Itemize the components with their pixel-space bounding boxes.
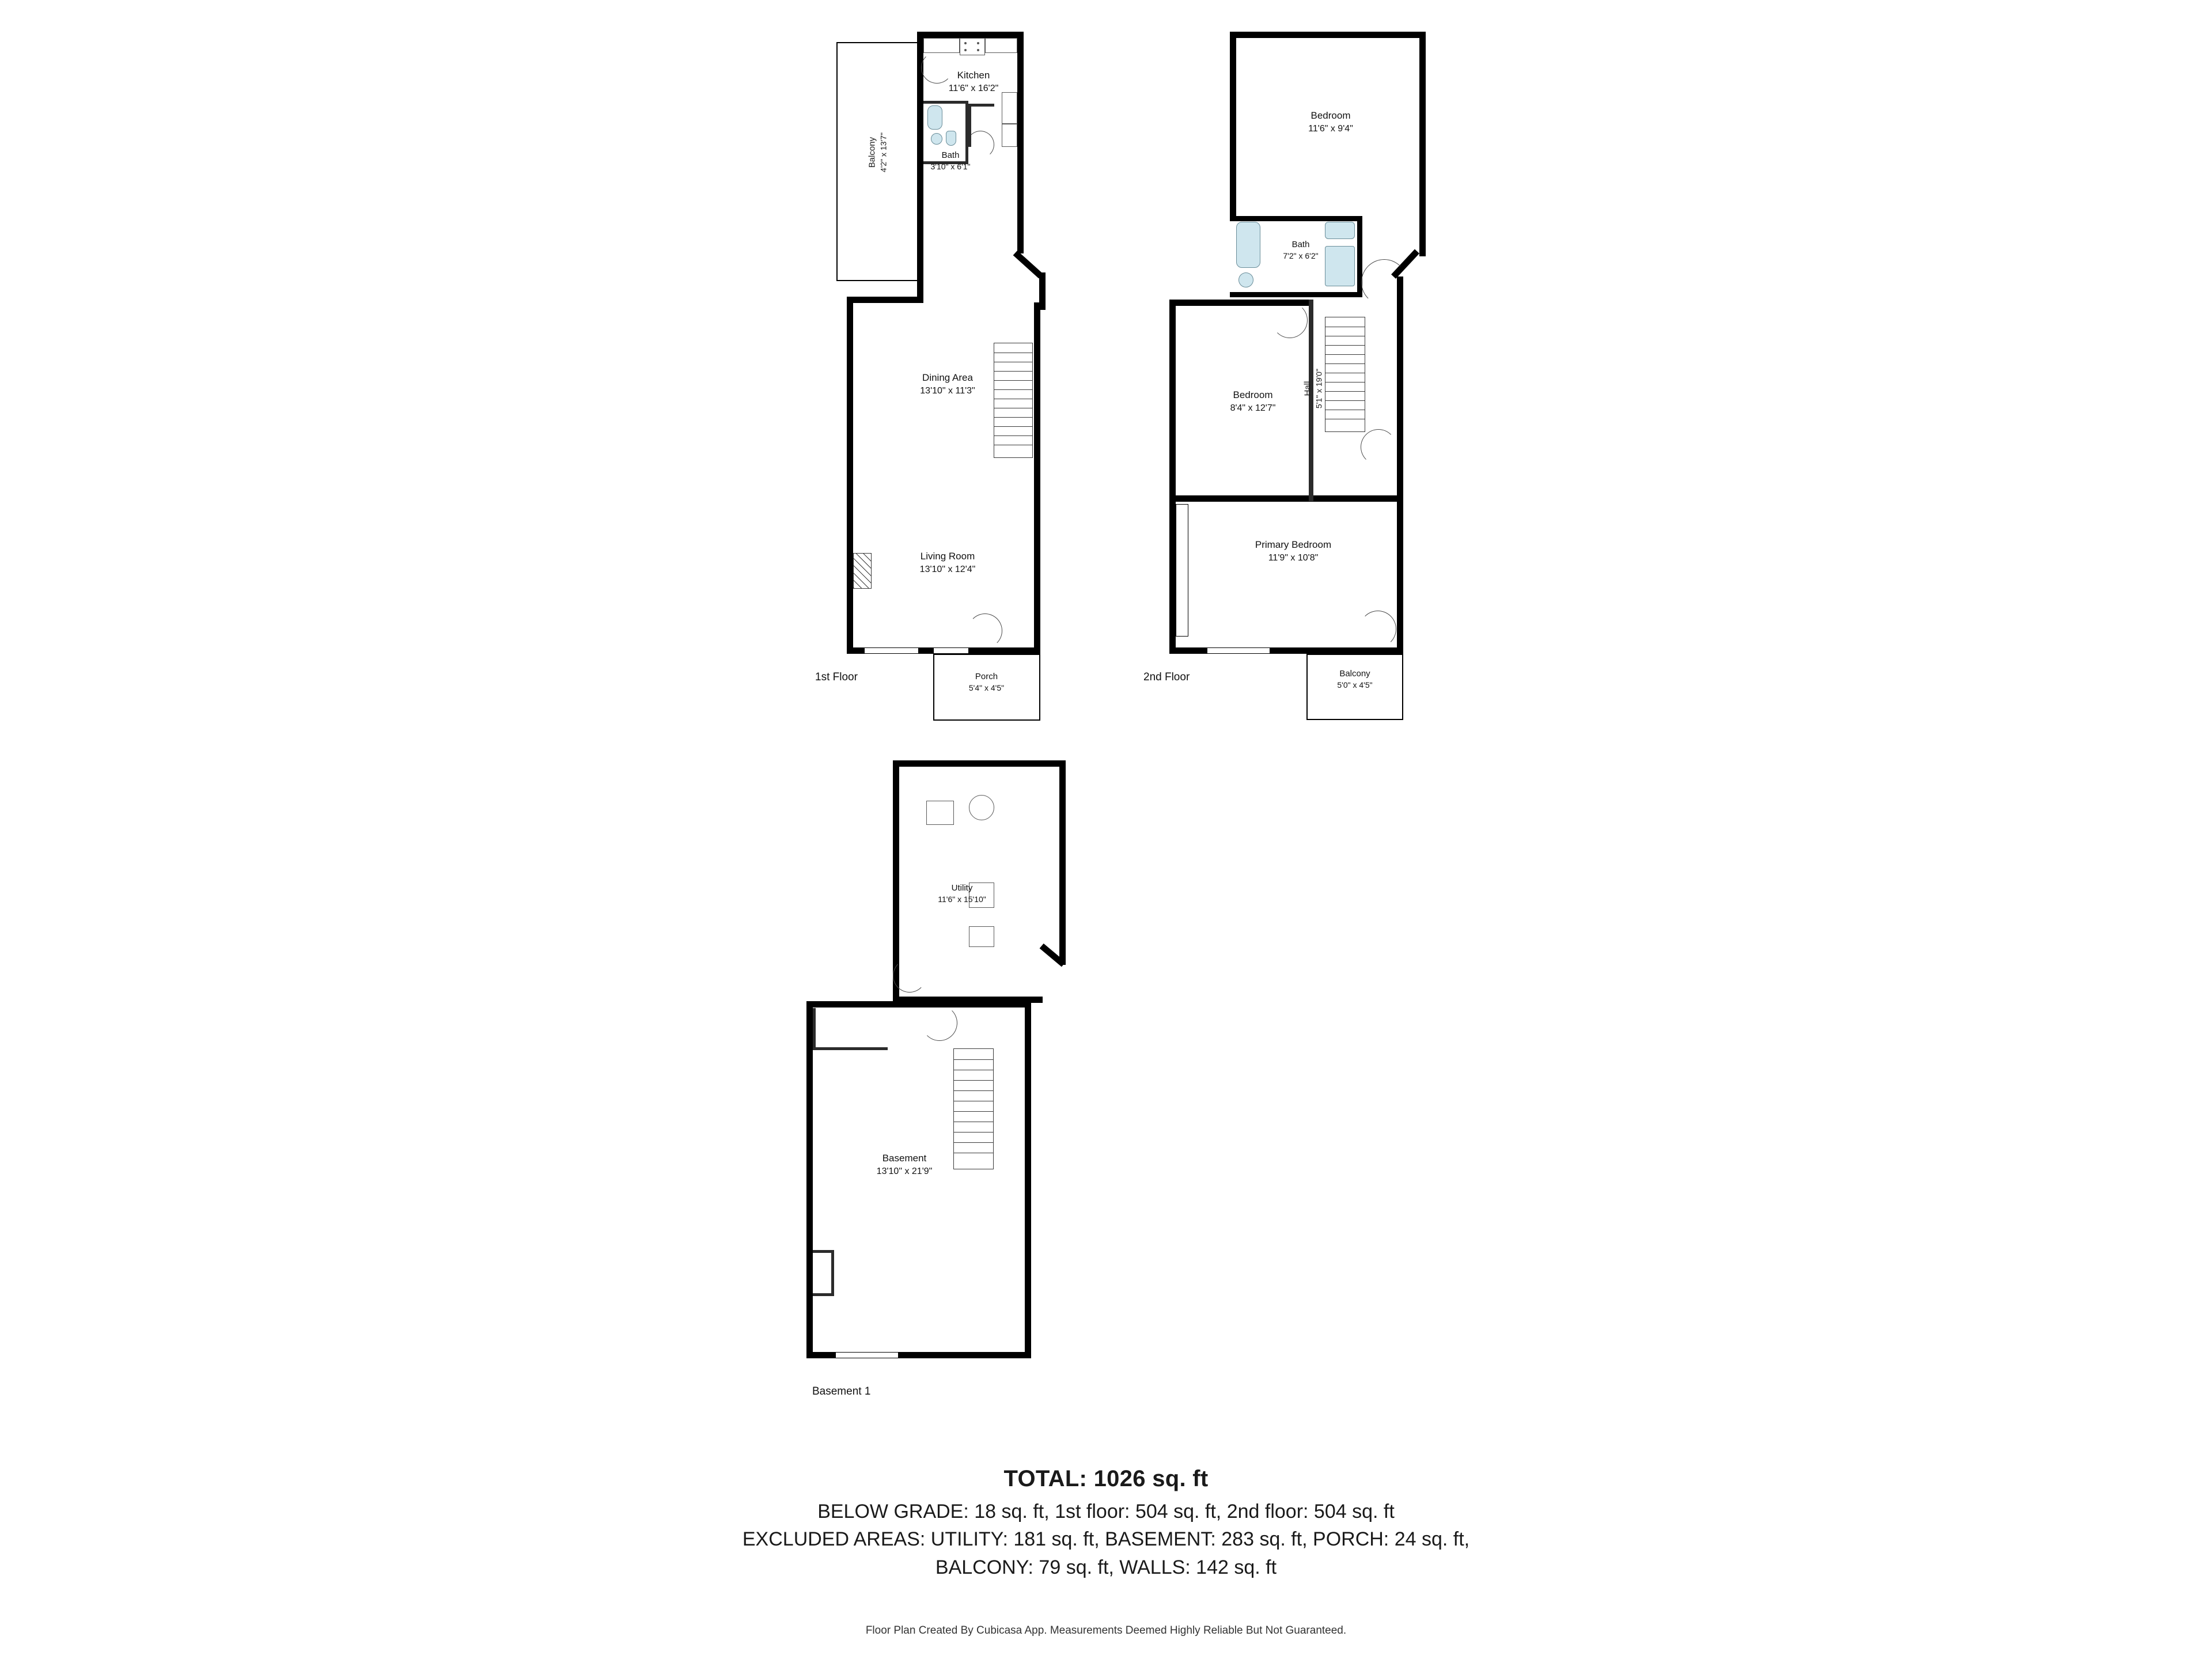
- staircase: [994, 343, 1033, 458]
- wall-segment: [1397, 300, 1403, 501]
- wall-segment: [1230, 32, 1426, 38]
- water-heater-icon: [926, 801, 954, 825]
- room-label-bath-2nd: Bath 7'2" x 6'2": [1283, 240, 1319, 261]
- door-swing-icon: [968, 613, 1002, 648]
- wall-segment: [917, 297, 923, 303]
- closet-shelf: [1176, 504, 1188, 637]
- floor-plan-basement: [806, 760, 1077, 1406]
- staircase: [1325, 317, 1365, 432]
- door-swing-icon: [1361, 259, 1407, 305]
- floor-plan-2nd-floor: [1143, 32, 1423, 700]
- footnote-credit: Floor Plan Created By Cubicasa App. Measurements Deemed Highly Reliable But Not Guaranteed.: [865, 1624, 1347, 1637]
- floor-caption-2nd: 2nd Floor: [1143, 671, 1190, 683]
- dryer-icon: [969, 926, 994, 947]
- room-label-living-room: Living Room 13'10" x 12'4": [919, 551, 976, 574]
- door-swing-icon: [922, 1005, 957, 1041]
- room-label-balcony: Balcony 4'2" x 13'7": [867, 132, 888, 173]
- floor-plan-1st-floor: [815, 32, 1089, 700]
- wall-segment: [1169, 495, 1176, 654]
- door-swing-icon: [967, 131, 994, 158]
- wall-segment: [1230, 292, 1362, 297]
- refrigerator-icon: [1002, 92, 1017, 124]
- summary-line-below-grade: BELOW GRADE: 18 sq. ft, 1st floor: 504 sq. ft, 2nd floor: 504 sq. ft: [817, 1501, 1395, 1522]
- staircase: [953, 1048, 994, 1169]
- door-swing-icon: [893, 959, 926, 993]
- fireplace-icon: [853, 553, 872, 589]
- wall-segment: [1013, 251, 1043, 278]
- kitchen-counter: [985, 38, 1017, 53]
- wall-segment: [806, 1001, 1031, 1007]
- room-label-balcony-2nd: Balcony 5'0" x 4'5": [1337, 669, 1373, 690]
- wall-segment: [1419, 32, 1426, 256]
- bathtub-icon: [927, 105, 942, 130]
- wall-segment: [1230, 216, 1362, 221]
- toilet-icon: [1325, 222, 1355, 239]
- wall-segment: [1397, 495, 1403, 654]
- wall-segment: [968, 104, 994, 107]
- wall-segment: [1017, 32, 1024, 253]
- burner-icon: [977, 49, 979, 51]
- room-label-bedroom-top: Bedroom 11'6" x 9'4": [1308, 110, 1353, 134]
- room-label-primary-bedroom: Primary Bedroom 11'9" x 10'8": [1255, 539, 1332, 563]
- wall-segment: [893, 760, 1066, 767]
- door-swing-icon: [1272, 302, 1308, 338]
- wall-segment: [1025, 1005, 1031, 1358]
- summary-line-balcony-walls: BALCONY: 79 sq. ft, WALLS: 142 sq. ft: [935, 1556, 1277, 1578]
- window: [864, 647, 919, 654]
- wall-segment: [1230, 32, 1236, 216]
- door-swing-icon: [1361, 429, 1396, 465]
- wall-segment: [1169, 647, 1403, 654]
- wall-segment: [813, 1047, 888, 1050]
- toilet-icon: [946, 131, 956, 146]
- total-area-label: TOTAL: 1026 sq. ft: [1003, 1466, 1209, 1491]
- room-label-hall: Hall 5'1" x 19'0": [1302, 369, 1324, 409]
- room-label-utility: Utility 11'6" x 15'10": [938, 883, 986, 904]
- room-label-bedroom-middle: Bedroom 8'4" x 12'7": [1230, 389, 1276, 413]
- sink-icon: [1238, 272, 1253, 287]
- wall-segment: [917, 32, 1024, 38]
- wall-segment: [813, 1008, 816, 1048]
- room-label-bath-1st: Bath 3'10" x 6'1": [930, 150, 971, 172]
- burner-icon: [964, 49, 967, 51]
- wall-segment: [831, 1250, 834, 1296]
- kitchen-counter: [923, 38, 960, 53]
- wall-segment: [1059, 760, 1066, 965]
- furnace-icon: [969, 795, 994, 820]
- wall-segment: [847, 297, 853, 654]
- wall-segment: [1169, 495, 1403, 502]
- door-swing-icon: [1359, 611, 1396, 647]
- burner-icon: [977, 42, 979, 44]
- floor-caption-basement: Basement 1: [812, 1385, 871, 1397]
- wall-segment: [1034, 302, 1040, 654]
- summary-line-excluded-areas: EXCLUDED AREAS: UTILITY: 181 sq. ft, BASEMENT: 283 sq. ft, PORCH: 24 sq. ft,: [742, 1528, 1470, 1551]
- floor-caption-1st: 1st Floor: [815, 671, 858, 683]
- front-door: [933, 647, 969, 654]
- burner-icon: [964, 42, 967, 44]
- sink-icon: [931, 133, 942, 145]
- wall-segment: [813, 1293, 834, 1296]
- cooktop-icon: [960, 38, 985, 55]
- summary-block: [0, 1466, 2212, 1581]
- room-label-dining-area: Dining Area 13'10" x 11'3": [920, 372, 975, 396]
- wall-segment: [813, 1250, 834, 1253]
- room-label-basement: Basement 13'10" x 21'9": [876, 1153, 933, 1176]
- wall-segment: [1169, 300, 1176, 501]
- room-label-kitchen: Kitchen 11'6" x 16'2": [948, 70, 999, 93]
- room-label-porch: Porch 5'4" x 4'5": [968, 672, 1005, 693]
- wall-segment: [923, 101, 968, 104]
- wall-segment: [806, 1001, 813, 1358]
- window: [1207, 647, 1270, 654]
- wall-segment: [847, 297, 923, 303]
- kitchen-cabinet: [1002, 124, 1017, 147]
- window: [835, 1352, 899, 1358]
